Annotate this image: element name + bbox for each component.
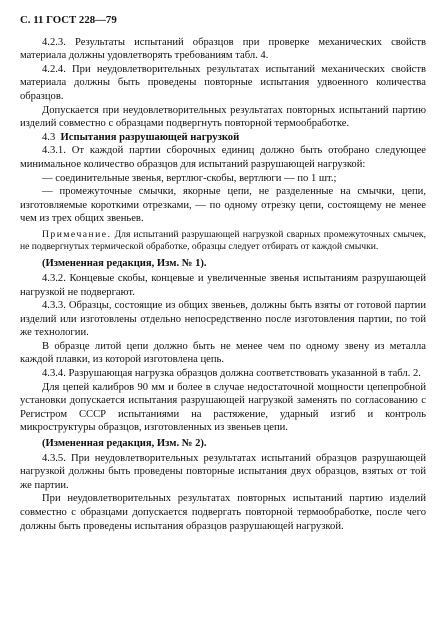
list-item-intermediate-shackles: — промежуточные смычки, якорные цепи, не разделенные на смычки, цепи, изготовляемые короткими отрезками, — по одному отрезку цепи, состоящему не менее чем из трех общих звеньев. — [20, 186, 426, 225]
note-label: Примечание. — [42, 228, 112, 240]
section-heading-4-3 — [20, 131, 426, 145]
paragraph-cast-chain: В образце литой цепи должно быть не менее чем по одному звену из металла каждой плавки, из которой изготовлена цепь. — [20, 340, 426, 366]
paragraph-large-calibers: Для цепей калибров 90 мм и более в случае недостаточной мощности цепепробной установки допускается испытания разрушающей нагрузкой заменять по согласованию с Регистром СССР испытаниями на растяжение, ударный изгиб и контроль микроструктуры образцов, изготовленных из звеньев цепи. — [20, 381, 426, 434]
amendment-2: (Измененная редакция, Изм. № 2). — [42, 438, 207, 450]
paragraph-4-2-3: 4.2.3. Результаты испытаний образцов при проверке механических свойств материала должны удовлетворять требованиям табл. 4. — [20, 36, 426, 62]
paragraph-repeat-heat-treatment: При неудовлетворительных результатах повторных испытаний партию изделий совместно с образцами допускается подвергать повторной термообработке, после чего должны быть проведены испытания образцов разрушающей нагрузкой. — [20, 493, 426, 532]
page-header: С. 11 ГОСТ 228—79 — [20, 14, 117, 26]
note — [20, 229, 426, 253]
amendment-1: (Измененная редакция, Изм. № 1). — [42, 258, 207, 270]
section-number: 4.3 — [42, 131, 56, 143]
document-page — [20, 14, 426, 533]
paragraph-4-3-2: 4.3.2. Концевые скобы, концевые и увеличенные звенья испытаниям разрушающей нагрузкой не подвергают. — [20, 272, 426, 298]
paragraph-4-3-1: 4.3.1. От каждой партии сборочных единиц должно быть отобрано следующее минимальное количество образцов для испытаний разрушающей нагрузкой: — [20, 145, 426, 170]
paragraph-4-3-3: 4.3.3. Образцы, состоящие из общих звеньев, должны быть взяты от готовой партии изделий или изготовлены отдельно непосредственно после изготовления партии, по той же технологии. — [20, 300, 426, 339]
note-text: Для испытаний разрушающей нагрузкой сварных промежуточных смычек, не подвергнутых термической обработке, образцы следует отбирать от каждой смычки. — [20, 228, 426, 253]
list-item-connecting-links: — соединительные звенья, вертлюг-скобы, вертлюги — по 1 шт.; — [42, 172, 337, 184]
paragraph-4-3-4: 4.3.4. Разрушающая нагрузка образцов должна соответствовать указанной в табл. 2. — [42, 368, 421, 380]
paragraph-4-2-4: 4.2.4. При неудовлетворительных результатах испытаний механических свойств материала должны быть проведены повторные испытания удвоенного количества образцов. — [20, 63, 426, 102]
paragraph-reheat-note: Допускается при неудовлетворительных результатах повторных испытаний партию изделий совместно с образцами подвергнуть повторной термообработке. — [20, 104, 426, 130]
section-title: Испытания разрушающей нагрузкой — [60, 131, 240, 143]
paragraph-4-3-5: 4.3.5. При неудовлетворительных результатах испытаний образцов разрушающей нагрузкой должны быть проведены повторные испытания двух образцов, взятых от той же партии. — [20, 452, 426, 491]
